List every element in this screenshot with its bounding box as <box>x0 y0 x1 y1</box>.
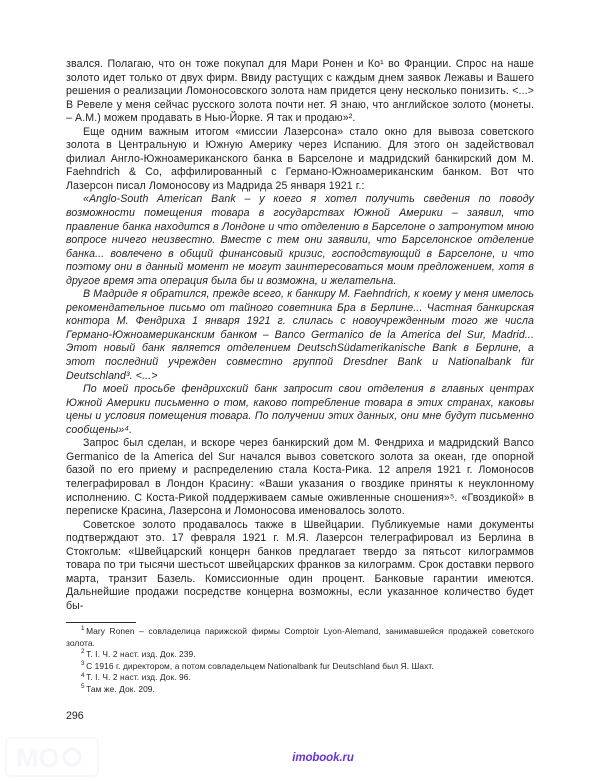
footnote-marker: 2 <box>81 648 85 656</box>
footnote-text: Т. I. Ч. 2 наст. изд. Док. 96. <box>86 672 191 683</box>
footnote-item <box>66 684 534 696</box>
page-body-text <box>66 58 534 613</box>
site-watermark-text: imobook.ru <box>292 752 354 764</box>
footnote-text: Там же. Док. 209. <box>86 683 155 694</box>
paragraph: Советское золото продавалось также в Швейцарии. Публикуемые нами документы подтверждают это. 17 февраля 1921 г. М.Я. Лазерсон телеграфировал из Берлина в Стокгольм: «Швейцарский концерн банков предлагает твердо за пятьсот килограммов товара по три тысячи шестьсот швейцарских франков за килограмм. Срок доставки первого марта, транзит Базель. Комиссионные один процент. Банковые гарантии имеются. Дальнейшие продажи посредстве концерна возможны, если указанное количество будет бы- <box>66 518 534 612</box>
footnote-marker: 1 <box>81 625 85 633</box>
svg-text:MO: MO <box>16 743 60 773</box>
footnote-marker: 5 <box>81 683 85 691</box>
footnote-text: С 1916 г. директором, а потом совладельцем Nationalbank fur Deutschland был Я. Шахт. <box>86 660 434 671</box>
footnote-section <box>66 622 534 696</box>
paragraph-quote: «Anglo-South American Bank – у коего я хотел получить сведения по поводу возможности помещения товара в государствах Южной Америки – заявил, что правление банка находится в Лондоне и что отделению в Барселоне о затронутом мною вопросе ничего неизвестно. Вместе с тем они заявили, что Барселонское отделение банка... вовлечено в общий финансовый кризис, господствующий в Барселоне, и что поэтому они в данный момент не могут заинтересоваться моим предложением, хотя в другое время эта операция была бы и возможна, и желательна. <box>66 193 534 287</box>
paragraph: Запрос был сделан, и вскоре через банкирский дом М. Фендриха и мадридский Banco Germanico de la America del Sur начался вывоз советского золота за океан, где опорной базой по его приему и распределению стала Коста-Рика. 12 апреля 1921 г. Ломоносов телеграфировал в Лондон Красину: «Ваши указания о гвоздике приняты к неуклонному исполнению. С Коста-Рикой поддерживаем самые оживленные сношения»⁵. «Гвоздикой» в переписке Красина, Лазерсона и Ломоносова именовалось золото. <box>66 437 534 518</box>
paragraph: звался. Полагаю, что он тоже покупал для Мари Ронен и Ко¹ во Франции. Спрос на наше золото идет только от двух фирм. Ввиду растущих с каждым днем заявок Лежавы и Вашего решения о реализации Ломоносовского золота нам придется цену несколько понизить. <...> В Ревеле у меня сейчас русского золота почти нет. Я знаю, что английское золото (монеты. – А.М.) можем продавать в Нью-Йорке. Я так и продаю»². <box>66 58 534 125</box>
footnote-marker: 3 <box>81 659 85 667</box>
paragraph: Еще одним важным итогом «миссии Лазерсона» стало окно для вывоза советского золота в Центральную и Южную Америку через Испанию. Для этого он задействовал филиал Англо-Южноамериканского банка в Барселоне и мадридский банкирский дом M. Faehndrich & Co, аффилированный с Германо-Южноамериканским банком. Вот что Лазерсон писал Ломоносову из Мадрида 25 января 1921 г.: <box>66 125 534 192</box>
page-number: 296 <box>66 710 84 722</box>
footnote-item <box>66 661 534 673</box>
footnote-text: Т. I. Ч. 2 наст. изд. Док. 239. <box>86 649 196 660</box>
footnote-text: Mary Ronen – совладелица парижской фирмы Comptoir Lyon-Alemand, занимавшейся продажей советского золота. <box>66 626 534 648</box>
footnote-item <box>66 626 534 649</box>
footnote-item <box>66 649 534 661</box>
footnote-separator-rule <box>66 622 136 623</box>
paragraph-quote: В Мадриде я обратился, прежде всего, к банкиру M. Faehndrich, к коему у меня имелось рекомендательное письмо от тайного советника Бра в Берлине... Частная банкирская контора М. Фендриха 1 января 1921 г. слилась с новоучрежденным того же числа Германо-Южноамериканским банком – Banco Germanico de la America del Sur, Madrid... Этот новый банк является отделением DeutschSüdamerikanische Bank в Берлине, а этот последний учрежден совместно группой Dresdner Bank и Nationalbank für Deutschland³. <...> <box>66 288 534 382</box>
paragraph-quote: По моей просьбе фендрихский банк запросит свои отделения в главных центрах Южной Америки письменно о том, каково потребление товара в этих странах, каковы цены и условия помещения товара. По получении этих данных, они мне будут письменно сообщены»⁴. <box>66 383 534 436</box>
footnote-marker: 4 <box>81 671 85 679</box>
footnote-item <box>66 672 534 684</box>
